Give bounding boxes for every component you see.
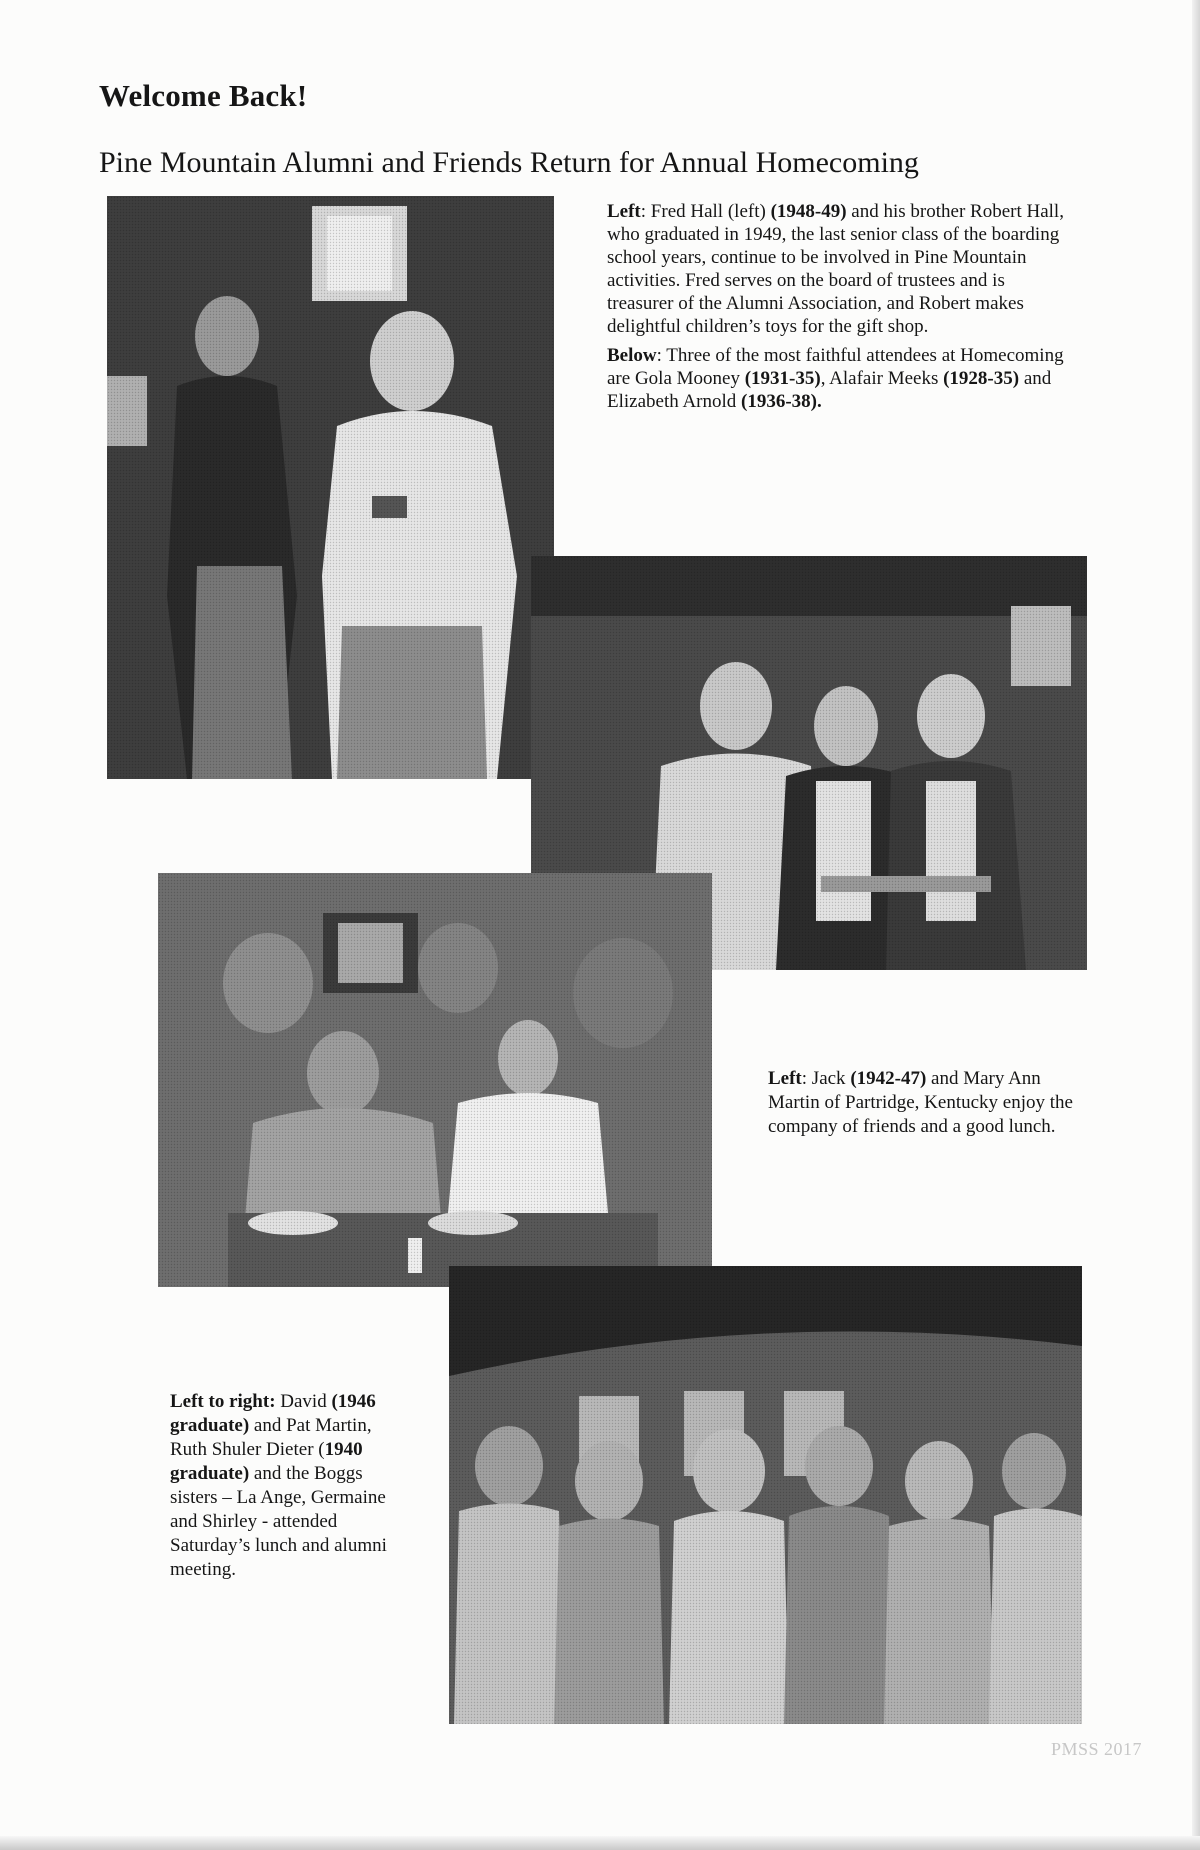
- page-subtitle: Pine Mountain Alumni and Friends Return for Annual Homecoming: [99, 146, 919, 179]
- page-title: Welcome Back!: [99, 78, 308, 113]
- caption-group: Left to right: David (1946 graduate) and Pat Martin, Ruth Shuler Dieter (1940 graduate) and the Boggs sisters – La Ange, Germaine and Shirley - attended Saturday’s lunch and alumni meeting.: [170, 1391, 387, 1580]
- caption-label: Left: [607, 201, 641, 222]
- caption-left-paragraph: Left: Fred Hall (left) (1948-49) and his brother Robert Hall, who graduated in 1949, the last senior class of the boarding school years, continue to be involved in Pine Mountain activities. Fred serves on the board of trustees and is treasurer of the Alumni Association, and Robert makes delightful children’s toys for the gift shop.: [607, 201, 1064, 337]
- photo-group-meeting: [449, 1266, 1082, 1724]
- footer-mark: PMSS 2017: [1050, 1739, 1142, 1759]
- photo-martins-lunch: [158, 873, 712, 1287]
- caption-martins: Left: Jack (1942-47) and Mary Ann Martin of Partridge, Kentucky enjoy the company of friends and a good lunch.: [768, 1068, 1073, 1137]
- photo-hall-brothers: [107, 196, 554, 779]
- caption-label: Left to right:: [170, 1391, 276, 1412]
- caption-label: Below: [607, 345, 657, 366]
- page-edge: [1192, 0, 1200, 1850]
- page-bottom-edge: [0, 1836, 1200, 1850]
- caption-label: Left: [768, 1068, 802, 1089]
- caption-below-paragraph: Below: Three of the most faithful attendees at Homecoming are Gola Mooney (1931-35), Alafair Meeks (1928-35) and Elizabeth Arnold (1936-38).: [607, 345, 1064, 412]
- caption-hall-and-attendees: [607, 200, 1067, 419]
